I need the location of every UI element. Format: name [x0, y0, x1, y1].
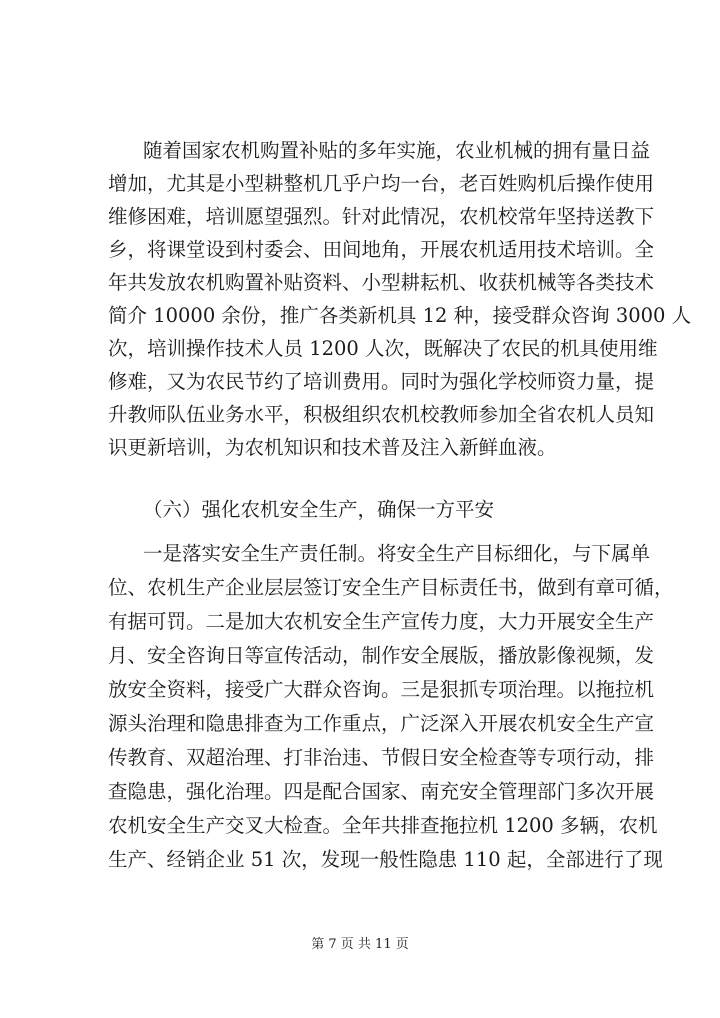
- paragraph-line: 查隐患，强化治理。四是配合国家、南充安全管理部门多次开展: [108, 780, 655, 803]
- paragraph-line: 次，培训操作技术人员 1200 人次，既解决了农民的机具使用维: [108, 337, 658, 360]
- paragraph-line: 修难，又为农民节约了培训费用。同时为强化学校师资力量，提: [108, 370, 655, 393]
- paragraph-line: 随着国家农机购置补贴的多年实施，农业机械的拥有量日益: [143, 139, 651, 162]
- paragraph-line: 放安全资料，接受广大群众咨询。三是狠抓专项治理。以拖拉机: [108, 678, 655, 701]
- paragraph-line: 传教育、双超治理、打非治违、节假日安全检查等专项行动，排: [108, 746, 655, 769]
- paragraph-line: 有据可罚。二是加大农机安全生产宣传力度，大力开展安全生产: [108, 610, 655, 633]
- paragraph-line: 生产、经销企业 51 次，发现一般性隐患 110 起，全部进行了现: [108, 848, 663, 871]
- paragraph-line: 一是落实安全生产责任制。将安全生产目标细化，与下属单: [143, 542, 651, 565]
- paragraph-line: 月、安全咨询日等宣传活动，制作安全展版，播放影像视频，发: [108, 644, 655, 667]
- paragraph-line: 源头治理和隐患排查为工作重点，广泛深入开展农机安全生产宣: [108, 712, 655, 735]
- paragraph-line: 农机安全生产交叉大检查。全年共排查拖拉机 1200 多辆，农机: [108, 814, 658, 837]
- page-number-footer: 第 7 页 共 11 页: [311, 937, 409, 952]
- paragraph-line: 升教师队伍业务水平，积极组织农机校教师参加全省农机人员知: [108, 403, 655, 426]
- paragraph-line: 识更新培训，为农机知识和技术普及注入新鲜血液。: [108, 436, 557, 459]
- section-heading: （六）强化农机安全生产，确保一方平安: [143, 498, 495, 521]
- paragraph-line: 简介 10000 余份，推广各类新机具 12 种，接受群众咨询 3000 人: [108, 304, 692, 327]
- paragraph-line: 位、农机生产企业层层签订安全生产目标责任书，做到有章可循，: [108, 576, 674, 599]
- paragraph-line: 维修困难，培训愿望强烈。针对此情况，农机校常年坚持送教下: [108, 205, 655, 228]
- paragraph-line: 增加，尤其是小型耕整机几乎户均一台，老百姓购机后操作使用: [108, 172, 655, 195]
- paragraph-line: 乡，将课堂设到村委会、田间地角，开展农机适用技术培训。全: [108, 238, 655, 261]
- paragraph-line: 年共发放农机购置补贴资料、小型耕耘机、收获机械等各类技术: [108, 271, 655, 294]
